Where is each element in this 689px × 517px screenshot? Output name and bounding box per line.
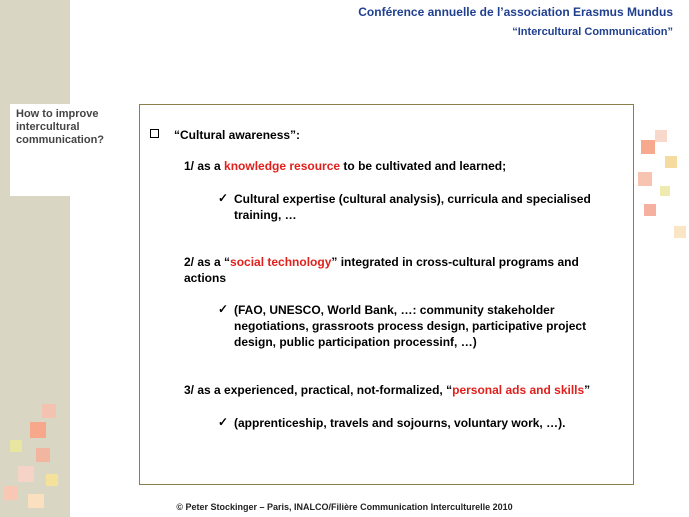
point-2-detail: (FAO, UNESCO, World Bank, …: community stakeholder negotiations, grassroots process design, participative project design, public participation processinf, …): [234, 303, 587, 349]
check-icon: ✓: [218, 415, 229, 429]
point-3-detail: (apprenticeship, travels and sojourns, voluntary work, …).: [234, 416, 566, 430]
conference-subtitle: “Intercultural Communication”: [512, 26, 673, 38]
point-1: 1/ as a knowledge resource to be cultivated and learned;: [184, 159, 507, 173]
checkbox-bullet-icon: [150, 129, 159, 138]
footer-credit: © Peter Stockinger – Paris, INALCO/Filière Communication Interculturelle 2010: [176, 502, 513, 512]
point-2-highlight: social technology: [230, 255, 332, 269]
point-1-highlight: knowledge resource: [224, 159, 341, 173]
section-heading: “Cultural awareness”:: [174, 128, 301, 142]
sidebar-title: How to improve intercultural communication?: [16, 108, 105, 146]
conference-title: Conférence annuelle de l’association Erasmus Mundus: [358, 5, 673, 19]
point-2: 2/ as a “social technology” integrated in cross-cultural programs and actions: [184, 255, 579, 285]
check-icon: ✓: [218, 302, 229, 316]
check-icon: ✓: [218, 191, 229, 205]
point-3: 3/ as a experienced, practical, not-formalized, “personal ads and skills”: [184, 383, 591, 397]
point-3-highlight: personal ads and skills: [452, 383, 585, 397]
point-1-detail: Cultural expertise (cultural analysis), curricula and specialised training, …: [234, 192, 591, 222]
